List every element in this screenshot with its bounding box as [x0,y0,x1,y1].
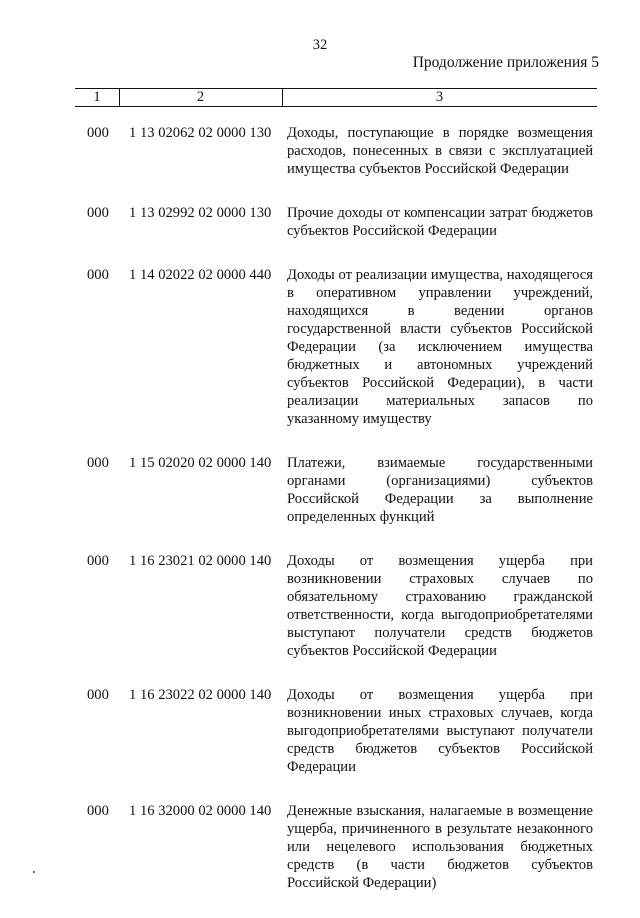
table-row [0,124,640,178]
budget-classification-code: 1 13 02992 02 0000 130 [129,205,272,221]
header-cell-3: 3 [435,89,444,105]
table-body [0,124,640,918]
table-header [75,88,597,107]
header-cell-1: 1 [75,89,120,106]
appendix-continuation-label: Продолжение приложения 5 [412,54,599,71]
admin-code: 000 [87,687,109,703]
budget-classification-code: 1 16 23022 02 0000 140 [129,687,272,703]
table-row [0,266,640,428]
scan-speck [33,871,35,873]
revenue-description: Доходы от возмещения ущерба при возникновении иных страховых случаев, когда выгодоприобретателями выступают получатели средств бюджетов субъектов Российской Федерации [287,687,593,775]
budget-classification-code: 1 16 23021 02 0000 140 [129,553,272,569]
revenue-description: Прочие доходы от компенсации затрат бюджетов субъектов Российской Федерации [287,205,593,239]
table-row [0,454,640,526]
table-row [0,686,640,776]
admin-code: 000 [87,125,109,141]
budget-classification-code: 1 16 32000 02 0000 140 [129,803,272,819]
table-row [0,204,640,240]
header-cell-2: 2 [119,89,283,106]
admin-code: 000 [87,205,109,221]
admin-code: 000 [87,803,109,819]
table-row [0,552,640,660]
revenue-description: Платежи, взимаемые государственными органами (организациями) субъектов Российской Федерации за выполнение определенных функций [287,455,593,525]
admin-code: 000 [87,553,109,569]
budget-classification-code: 1 15 02020 02 0000 140 [129,455,272,471]
admin-code: 000 [87,267,109,283]
admin-code: 000 [87,455,109,471]
page-number: 32 [312,37,328,53]
budget-classification-code: 1 13 02062 02 0000 130 [129,125,272,141]
revenue-description: Доходы от реализации имущества, находящегося в оперативном управлении учреждений, находящихся в ведении органов государственной власти субъектов Российской Федерации (за исключением имущества бюджетных и автономных учреждений субъектов Российской Федерации), в части реализации материальных запасов по указанному имуществу [287,267,593,427]
revenue-description: Доходы, поступающие в порядке возмещения расходов, понесенных в связи с эксплуатацией имущества субъектов Российской Федерации [287,125,593,177]
table-row [0,802,640,892]
budget-classification-code: 1 14 02022 02 0000 440 [129,267,272,283]
revenue-description: Доходы от возмещения ущерба при возникновении страховых случаев по обязательному страхованию гражданской ответственности, когда выгодоприобретателями выступают получатели средств бюджетов субъектов Российской Федерации [287,553,593,659]
revenue-description: Денежные взыскания, налагаемые в возмещение ущерба, причиненного в результате незаконного или нецелевого использования бюджетных средств (в части бюджетов субъектов Российской Федерации) [287,803,593,891]
